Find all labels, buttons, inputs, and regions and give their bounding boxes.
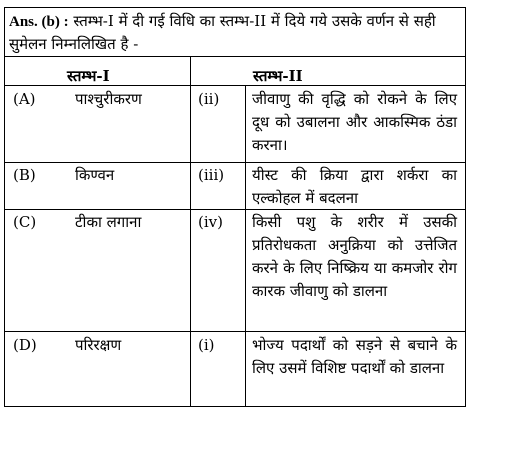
row-description: जीवाणु की वृद्धि को रोकने के लिए दूध को उबालना और आकस्मिक ठंडा करना। (252, 90, 457, 154)
answer-prefix: Ans. (b) : (9, 14, 69, 30)
column-divider (190, 56, 191, 406)
column-divider (245, 85, 246, 406)
row-term: पाश्चुरीकरण (75, 90, 142, 108)
row-label: (C) (13, 213, 37, 231)
answer-text: स्तम्भ-I में दी गई विधि का स्तम्भ-II में दिये गये उसके वर्णन से सही सुमेलन निम्नलिखित है - (9, 12, 436, 53)
row-match-label: (ii) (198, 90, 220, 108)
row-term: परिरक्षण (75, 336, 122, 354)
column-header-2: स्तम्भ-II (253, 67, 303, 85)
row-match-label: (iii) (198, 166, 225, 184)
row-label: (D) (13, 336, 37, 354)
answer-intro (9, 10, 463, 55)
row-description: भोज्य पदार्थों को सड़ने से बचाने के लिए उसमें विशिष्ट पदार्थों को डालना (252, 336, 457, 377)
row-label: (A) (13, 90, 36, 108)
row-description: यीस्ट की क्रिया द्वारा शर्करा का एल्कोहल में बदलना (252, 166, 457, 207)
divider (5, 162, 465, 163)
answer-box (4, 7, 466, 407)
row-label: (B) (13, 166, 36, 184)
divider (5, 56, 465, 57)
row-match-label: (iv) (198, 213, 223, 231)
divider (5, 331, 465, 332)
row-term: टीका लगाना (75, 213, 142, 231)
row-description: किसी पशु के शरीर में उसकी प्रतिरोधकता अनुक्रिया को उत्तेजित करने के लिए निष्क्रिय या कमजोर रोग कारक जीवाणु को डालना (252, 213, 457, 300)
row-match-label: (i) (198, 336, 215, 354)
column-header-1: स्तम्भ-I (67, 67, 110, 85)
row-term: किण्वन (75, 166, 115, 184)
